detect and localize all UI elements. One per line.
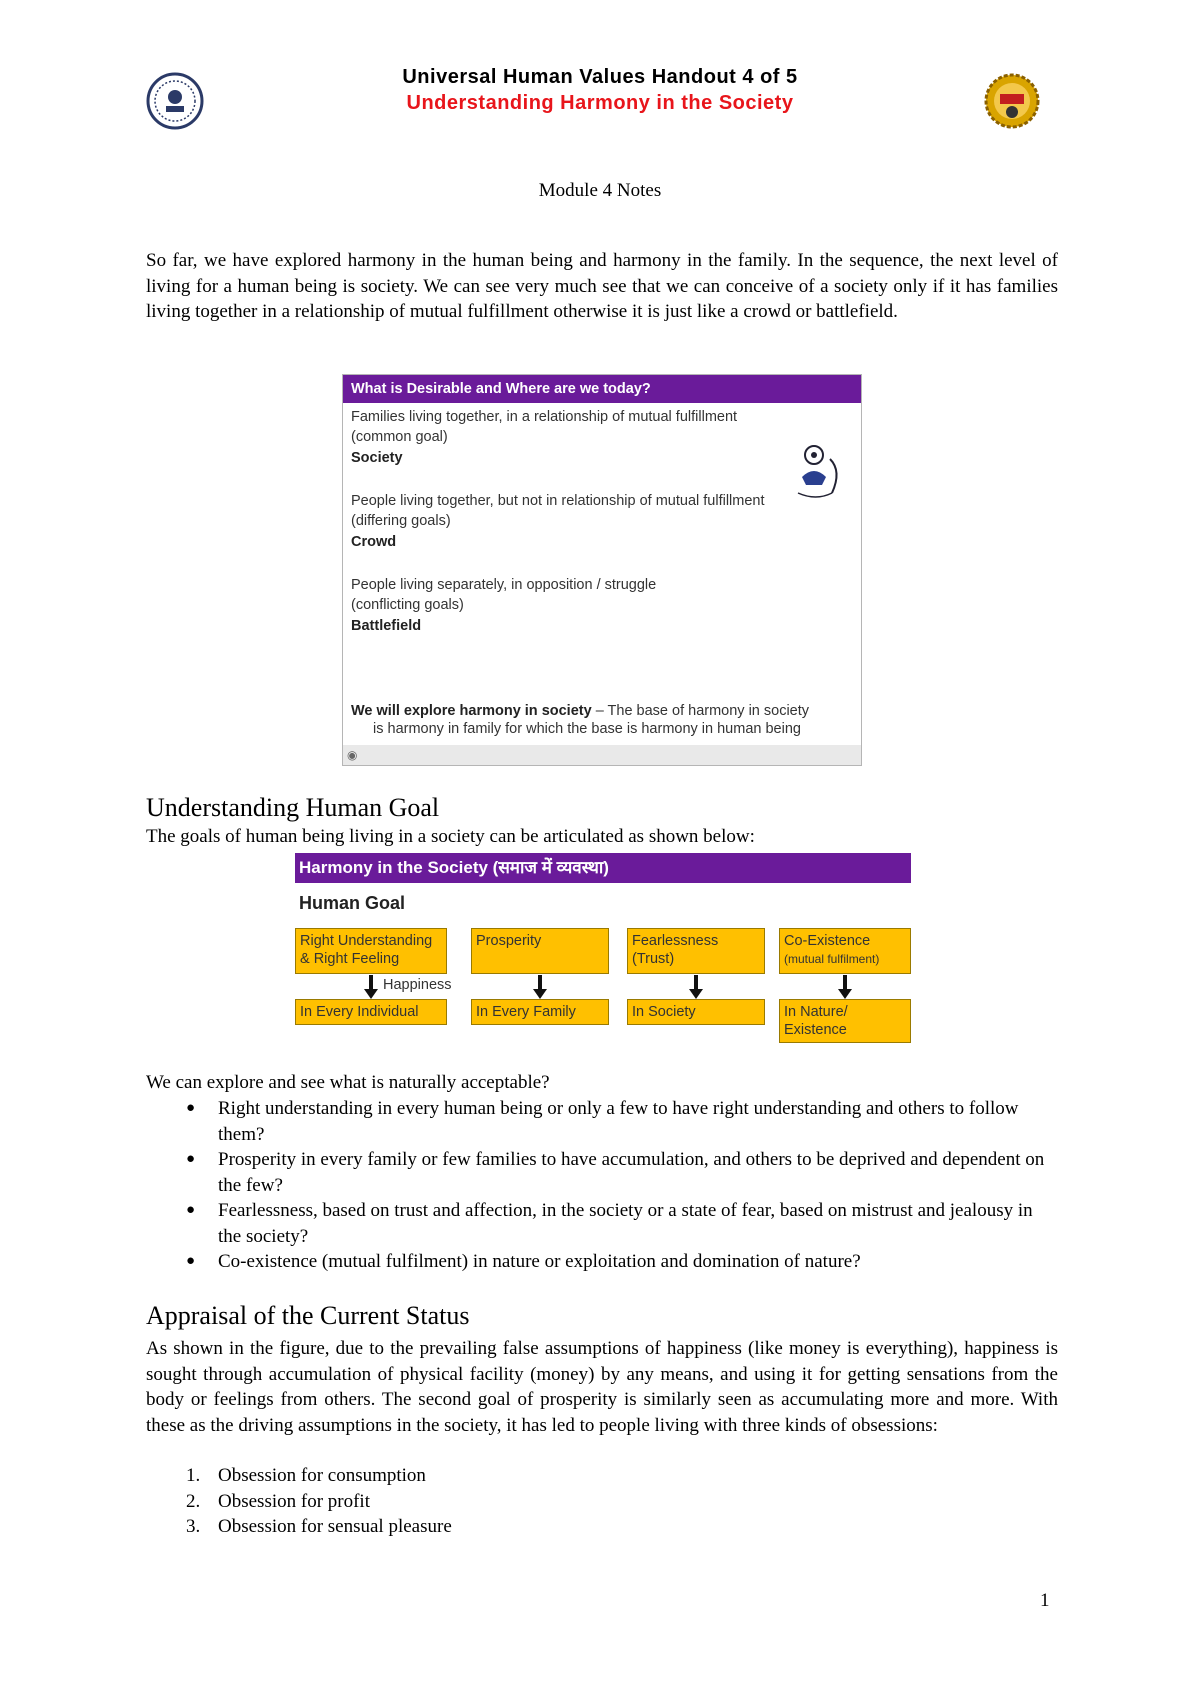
arrow-down-icon [689,975,703,999]
list-item: 3. Obsession for sensual pleasure [186,1516,452,1537]
list-item: ● Right understanding in every human being or only a few to have right understanding and others to follow them? [186,1098,1019,1145]
scope-nature-existence: In Nature/ Existence [779,999,911,1043]
slide1-battlefield-line: People living separately, in opposition / struggle [351,577,657,593]
list-item: 1. Obsession for consumption [186,1465,426,1486]
institute-emblem-logo [983,72,1041,130]
explore-question: We can explore and see what is naturally acceptable? [146,1072,550,1093]
slide1-crowd-goal: (differing goals) [351,513,451,529]
list-item: ● Prosperity in every family or few families to have accumulation, and others to be deprived and dependent on the few? [186,1149,1045,1196]
slide1-battlefield-goal: (conflicting goals) [351,597,464,613]
obsession-list [146,1463,452,1540]
bullet-icon: ● [186,1202,196,1218]
appraisal-heading: Appraisal of the Current Status [146,1301,470,1330]
handout-title: Universal Human Values Handout 4 of 5 [402,66,798,88]
slide2-subtitle: Human Goal [299,893,406,913]
goal-co-existence-label: Co-Existence [784,933,871,949]
slide2-title: Harmony in the Society (समाज में व्यवस्था) [295,853,911,883]
slide-footer-bar [343,745,861,765]
slide1-bottom-note [351,703,809,719]
arrow-down-icon [533,975,547,999]
module-title: Module 4 Notes [538,180,662,201]
slide1-bottom-rest: – The base of harmony in society [591,703,810,719]
appraisal-paragraph: As shown in the figure, due to the prevailing false assumptions of happiness (like money is everything), happiness is sought through accumulation of physical facility (money) by any means, and using it for getting sensations from the body or feelings from others. The second goal of prosperity is similarly seen as accumulating more and more. With these as the driving assumptions in the society, it has led to people living with three kinds of obsessions: [146,1338,1058,1436]
bullet-icon: ● [186,1100,196,1116]
slide1-crowd-label: Crowd [351,534,397,550]
list-item: ● Fearlessness, based on trust and affection, in the society or a state of fear, based on mistrust and jealousy in the society? [186,1200,1033,1247]
handout-subtitle: Understanding Harmony in the Society [406,92,794,114]
goal-co-existence [779,928,911,974]
slide-human-goal [295,853,911,1043]
slide1-battlefield-label: Battlefield [351,618,422,634]
arrow-down-icon [364,975,378,999]
list-item: ● Co-existence (mutual fulfilment) in nature or exploitation and domination of nature? [146,1249,1058,1275]
human-goal-description: The goals of human being living in a society can be articulated as shown below: [146,826,755,847]
scope-every-individual: In Every Individual [295,999,447,1025]
pause-and-think-icon [786,437,848,503]
slide1-bottom-line2: is harmony in family for which the base is harmony in human being [373,721,801,737]
slide1-society-label: Society [351,450,403,466]
list-item: 2. Obsession for profit [186,1490,370,1512]
slide1-society-line: Families living together, in a relationship of mutual fulfillment [351,409,738,425]
goal-co-existence-note: (mutual fulfilment) [784,952,880,966]
bullet-list [146,1096,1058,1275]
scope-every-family: In Every Family [471,999,609,1025]
slide1-bottom-bold: We will explore harmony in society [351,703,592,719]
human-goal-heading: Understanding Human Goal [146,793,440,822]
happiness-label: Happiness [383,977,452,993]
slide1-society-goal: (common goal) [351,429,448,445]
bullet-icon: ● [186,1151,196,1167]
goal-fearlessness: Fearlessness (Trust) [627,928,765,974]
goal-prosperity: Prosperity [471,928,609,974]
slide-desirable-today [342,374,862,766]
slide1-title: What is Desirable and Where are we today? [343,375,861,403]
intro-paragraph: So far, we have explored harmony in the human being and harmony in the family. In the sequence, the next level of living for a human being is society. We can see very much see that we can conceive of a society only if it has families living together in a relationship of mutual fulfillment otherwise it is just like a crowd or battlefield. [146,250,1058,322]
scope-society: In Society [627,999,765,1025]
slide1-crowd-line: People living together, but not in relationship of mutual fulfillment [351,493,765,509]
goal-right-understanding: Right Understanding & Right Feeling [295,928,447,974]
arrow-down-icon [838,975,852,999]
speaker-icon: ◉ [347,748,358,762]
bullet-icon: ● [186,1253,196,1269]
page-number: 1 [1040,1590,1050,1611]
